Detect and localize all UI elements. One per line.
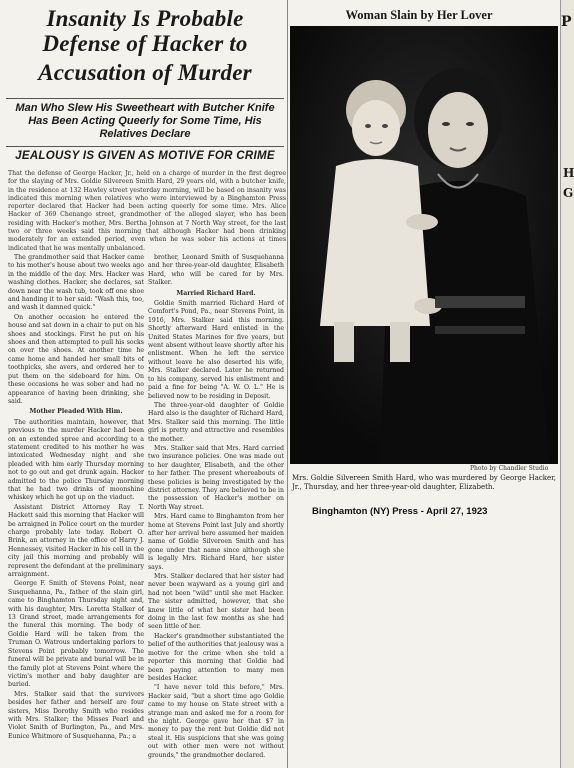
edge-letter: H (563, 166, 574, 180)
portrait-photo (290, 26, 558, 464)
headline-line-1: Insanity Is Probable (46, 6, 244, 31)
section-subhead: Married Richard Hard. (176, 289, 256, 297)
paragraph: Mrs. Stalker said that the survivors besides her father and herself are four sisters, Miss Dorothy Smith who resides with Mrs. Stalker; the Misses Pearl and Violet Smith of Burlington, Pa., and Mrs. Eunice Whitmore of Susquehanna, Pa.; a (8, 690, 144, 740)
edge-letter: P (561, 14, 572, 30)
paragraph: brother, Leonard Smith of Susquehanna and her three-year-old daughter, Elisabeth Hard, who will be cared for by Mrs. Stalker. (148, 254, 284, 287)
headline-line-3: Accusation of Murder (38, 60, 252, 85)
article-column-1 (8, 254, 144, 764)
edge-letter: G (563, 186, 574, 200)
paragraph: The three-year-old daughter of Goldie Hard also is the daughter of Richard Hard, Mrs. Stalker said this morning. The little girl is pretty and attractive and resembles the mother. (148, 401, 284, 443)
subheadline: Man Who Slew His Sweetheart with Butcher Knife Has Been Acting Queerly for Some Time, His Relatives Declare (15, 102, 275, 140)
paragraph: "I have never told this before," Mrs. Hacker said, "but a short time ago Goldie came to my house on State street with a strange man and asked me for a room for the night. George gave her that $7 in money to pay the rent but Goldie did not steal it. His suspicions that she was going out with other men were not without grounds," the grandmother declared. (148, 684, 284, 759)
divider (6, 146, 284, 147)
paragraph: Mrs. Stalker declared that her sister had never been wayward as a young girl and had not been "wild" until she met Hacker. The sister admitted, however, that she knew little of what her sister had been doing in the last few months as she had seen little of her. (148, 573, 284, 631)
paragraph: Mrs. Stalker said that Mrs. Hard carried two insurance policies. One was made out to her daughter, Elisabeth, and the other to her father. The present whereabouts of these policies is being investigated by the district attorney. They are believed to be in the possession of Hacker's mother on North Way street. (148, 444, 284, 511)
divider (6, 98, 284, 99)
paragraph: Mrs. Hard came to Binghamton from her home at Stevens Point last July and shortly after her arrival here assumed her maiden name of Goldie Silvereen Smith and has gone under that name since although she is legally Mrs. Richard Hard, her sister says. (148, 513, 284, 571)
secondary-subheadline: JEALOUSY IS GIVEN AS MOTIVE FOR CRIME (15, 150, 275, 162)
paragraph: The grandmother said that Hacker came to his mother's house about two weeks ago in the middle of the day. Mrs. Hacker was washing clothes. Hacker, she declares, sat down near the wash tub, took off one shoe and handing it to her said: "Wash this, too, and wash it damned quick." (8, 254, 144, 312)
paragraph: On another occasion he entered the house and sat down in a chair to put on his shoes and stockings. First he put on his shoes and then attempted to pull his socks on over the shoes. At another time he came home and handed her small bits of toothpicks, she avers, and ordered her to put them on the sideboard for him. On these occasions he was sober and had no appearance of having been drinking, she said. (8, 313, 144, 405)
source-line: Binghamton (NY) Press - April 27, 1923 (312, 506, 488, 517)
lead-paragraph: That the defense of George Hacker, Jr., held on a charge of murder in the first degree for the slaying of Mrs. Goldie Silvereen Smith Hard, 29 years old, with a butcher knife, in the residence at 132 Hawley street yesterday morning, will be based on insanity was indicated this morning when relatives who were interviewed by a Binghamton Press reporter declared that Hacker had been acting queerly for some time. Mrs. Alice Hacker of 369 Chenango street, grandmother of the alleged slayer, who has been residing with Hacker's mother, Mrs. Bertha Johnson at 7 North Way street, for the last two or three weeks said this morning that although Hacker had been drinking moderately for an extended period, even when he was sober his actions at times indicated that he was mentally unbalanced. (8, 170, 286, 252)
paragraph: Goldie Smith married Richard Hard of Comfort's Pond, Pa., near Stevens Point, in 1916, Mrs. Stalker said this morning. Shortly afterward Hard enlisted in the United States Marines for five years, but went absent without leave shortly after his enlistment. When he left the service without leave he also deserted his wife, Mrs. Stalker declared. Later he returned to his company, served his enlistment and paid a fine for being "A. W. O. L." He is believed now to be residing in Deposit. (148, 300, 284, 400)
photo-caption: Mrs. Goldie Silvereen Smith Hard, who was murdered by George Hacker, Jr., Thursday, and her three-year-old daughter, Elizabeth. (292, 474, 556, 491)
paragraph: George F. Smith of Stevens Point, near Susquehanna, Pa., father of the slain girl, came to Binghamton Thursday night and, with his daughter, Mrs. Loretta Stalker of 13 Grand street, made arrangements for the funeral this morning. The body of Goldie Hard will be taken from the Truman O. Watrous undertaking parlors to Stevens Point probably tomorrow. The funeral will be private and burial will be in the family plot at Stevens Point where the victim's mother and baby daughter are buried. (8, 580, 144, 689)
photo-credit: Photo by Chandler Studio (470, 465, 549, 472)
adjacent-column-edge (560, 0, 574, 768)
article-column-2 (148, 254, 284, 764)
paragraph: Assistant District Attorney Ray T. Hackett said this morning that Hacker will be arraigned in Police court on the murder charge probably late today. Robert O. Brink, an attorney in the office of Harry J. Hennessey, visited Hacker in his cell in the city jail this morning and probably will represent the defendant at the preliminary arraignment. (8, 503, 144, 579)
section-subhead: Mother Pleaded With Him. (29, 408, 123, 416)
column-rule (287, 0, 288, 768)
photo-title: Woman Slain by Her Lover (345, 8, 493, 22)
paragraph: The authorities maintain, however, that previous to the murder Hacker had been on an extended spree and according to a statement credited to his mother he was intoxicated Wednesday night and she pleaded with him early Thursday morning not to go out and get drunk again. Hacker admitted to the police Thursday morning that he had two drinks of moonshine whiskey which he got up on the viaduct. (8, 418, 144, 502)
paragraph: Hacker's grandmother substantiated the belief of the authorities that jealousy was a motive for the crime when she told a reporter this morning that Goldie had been paying attention to many men besides Hacker. (148, 632, 284, 682)
headline-line-2: Defense of Hacker to (42, 31, 248, 56)
